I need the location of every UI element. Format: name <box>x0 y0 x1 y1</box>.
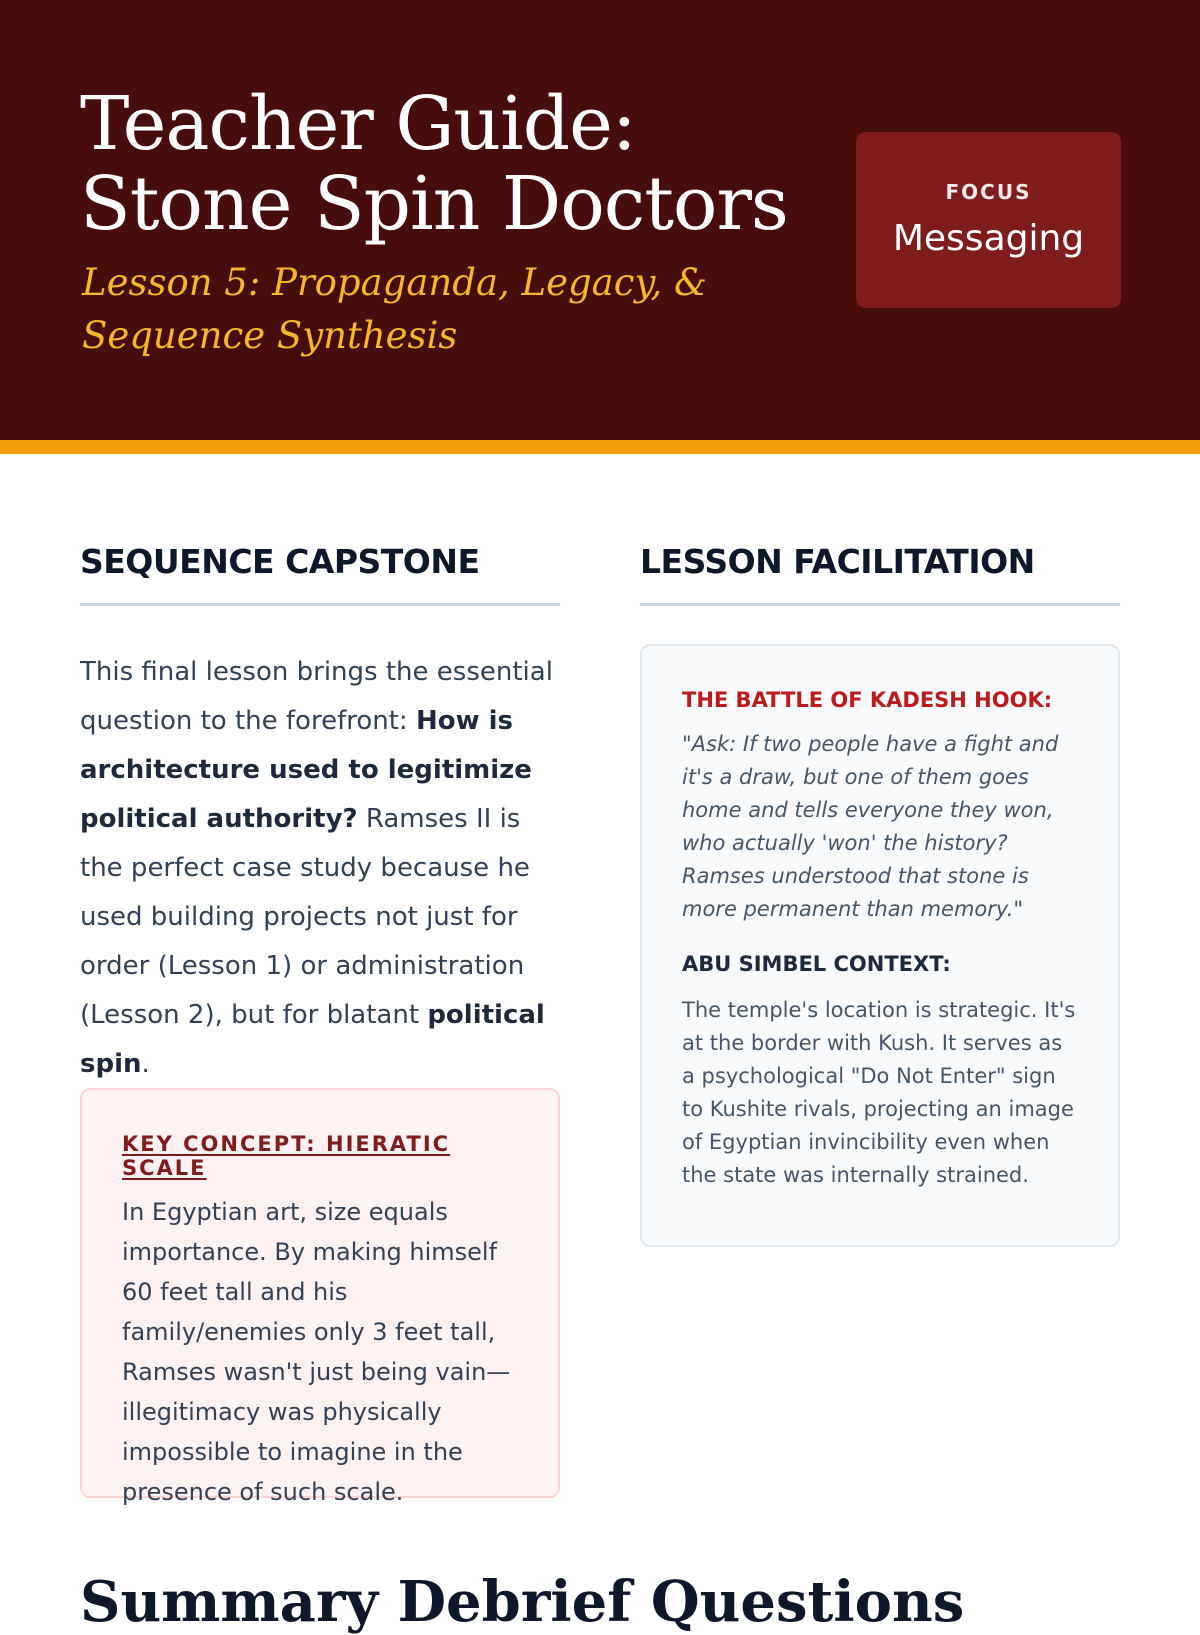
key-concept-body: In Egyptian art, size equals importance. By making himself 60 feet tall and his family/enemies only 3 feet tall, Ramses wasn't just being vain—illegitimacy was physically impossible to imagine in the presence of such scale. <box>122 1198 511 1506</box>
kadesh-hook-quote: "Ask: If two people have a fight and it's a draw, but one of them goes home and tells everyone they won, who actually 'won' the history? Ramses understood that stone is more permanent than memory." <box>682 732 1059 921</box>
focus-value: Messaging <box>892 218 1085 259</box>
header-accent-stripe <box>0 440 1200 454</box>
key-concept-callout <box>80 1088 560 1506</box>
page-title: Teacher Guide: Stone Spin Doctors <box>80 81 788 247</box>
focus-label: FOCUS <box>945 180 1032 204</box>
abu-simbel-body: The temple's location is strategic. It's at the border with Kush. It serves as a psychological "Do Not Enter" sign to Kushite rivals, projecting an image of Egyptian invincibility even when the state was internally strained. <box>682 998 1076 1187</box>
abu-simbel-title: ABU SIMBEL CONTEXT: <box>682 952 951 976</box>
intro-text-3: . <box>141 1049 150 1079</box>
page-header <box>0 0 1200 440</box>
essential-question: How is architecture used to legitimize political authority? <box>80 706 532 834</box>
facilitation-card <box>640 644 1120 1247</box>
intro-text-1: This final lesson brings the essential question to the forefront: <box>80 657 553 736</box>
lesson-facilitation-heading: LESSON FACILITATION <box>640 542 1120 606</box>
key-concept-title: KEY CONCEPT: HIERATIC SCALE <box>122 1132 451 1180</box>
focus-card <box>856 132 1121 308</box>
intro-text-2: Ramses II is the perfect case study because he used building projects not just for order (Lesson 1) or administration (Lesson 2), but for blatant <box>80 804 530 1030</box>
summary-debrief-heading: Summary Debrief Questions <box>80 1569 965 1635</box>
kadesh-hook-title: THE BATTLE OF KADESH HOOK: <box>682 688 1053 712</box>
capstone-intro-paragraph <box>80 648 560 1089</box>
sequence-capstone-heading: SEQUENCE CAPSTONE <box>80 542 560 606</box>
page-subtitle: Lesson 5: Propaganda, Legacy, & Sequence Synthesis <box>82 261 707 357</box>
political-spin-emphasis: political spin <box>80 1000 545 1079</box>
